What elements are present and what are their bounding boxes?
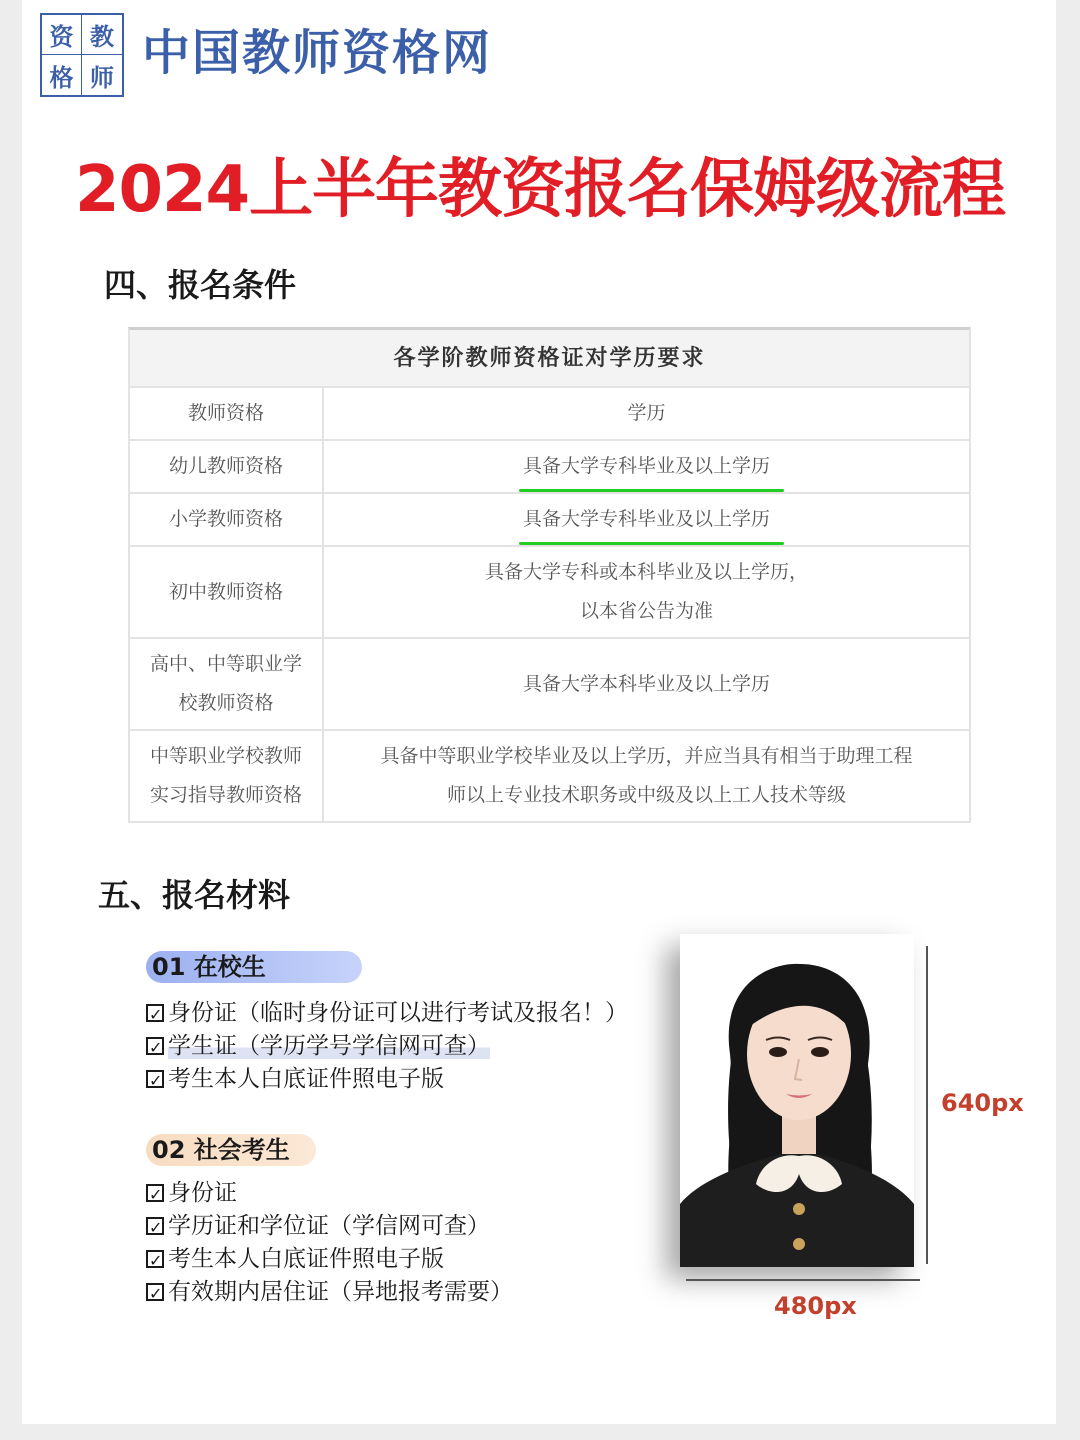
logo-char: 格 — [42, 55, 82, 95]
logo-char: 师 — [90, 62, 114, 92]
checkbox-icon — [146, 1217, 164, 1235]
table-row — [129, 440, 970, 493]
table-row — [129, 638, 970, 730]
table-header-row — [129, 387, 970, 440]
width-dimension-line — [686, 1279, 920, 1281]
checkbox-icon — [146, 1184, 164, 1202]
checkbox-icon — [146, 1070, 164, 1088]
section-heading-conditions: 四、报名条件 — [104, 266, 297, 304]
list-item — [146, 1243, 513, 1276]
checkbox-icon — [146, 1037, 164, 1055]
table-row — [129, 493, 970, 546]
list-item — [146, 1276, 513, 1309]
group-label-students: 01 在校生 — [146, 951, 362, 983]
column-header-qualification: 教师资格 — [129, 387, 323, 440]
height-dimension-line — [926, 946, 928, 1264]
highlighted-requirement: 具备大学专科毕业及以上学历 — [523, 500, 770, 539]
portrait-illustration — [680, 934, 914, 1267]
id-photo-sample — [680, 934, 914, 1267]
list-item-label: 考生本人白底证件照电子版 — [168, 1246, 444, 1272]
logo-char: 教 — [82, 15, 122, 55]
group-label-public: 02 社会考生 — [146, 1134, 316, 1166]
table-row — [129, 730, 970, 822]
list-item — [146, 997, 628, 1030]
education-cell: 具备大学本科毕业及以上学历 — [323, 638, 970, 730]
education-cell — [323, 730, 970, 822]
list-item-label: 身份证（临时身份证可以进行考试及报名！） — [168, 1000, 628, 1026]
section-heading-materials: 五、报名材料 — [98, 876, 291, 914]
education-cell — [323, 440, 970, 493]
qualification-line: 实习指导教师资格 — [149, 784, 302, 806]
page-title: 2024上半年教资报名保姆级流程 — [74, 153, 1006, 227]
education-line: 以本省公告为准 — [579, 600, 713, 622]
table-caption: 各学阶教师资格证对学历要求 — [128, 327, 971, 386]
list-item-label: 身份证 — [168, 1180, 237, 1206]
qualification-line: 中等职业学校教师 — [149, 745, 302, 767]
list-item — [146, 1210, 513, 1243]
site-logo — [40, 13, 124, 97]
list-item — [146, 1063, 628, 1096]
qualification-cell — [129, 638, 323, 730]
logo-char: 资 — [42, 15, 82, 55]
width-dimension-label: 480px — [774, 1292, 857, 1320]
table-row — [129, 546, 970, 638]
checkbox-icon — [146, 1250, 164, 1268]
public-materials-list — [146, 1177, 513, 1309]
education-cell — [323, 493, 970, 546]
checkbox-icon — [146, 1004, 164, 1022]
student-materials-list — [146, 997, 628, 1096]
qualification-cell — [129, 730, 323, 822]
qualification-line: 校教师资格 — [178, 692, 274, 714]
qualification-cell: 幼儿教师资格 — [129, 440, 323, 493]
list-item-label: 学生证（学历学号学信网可查） — [168, 1033, 490, 1059]
qualification-cell: 初中教师资格 — [129, 546, 323, 638]
education-line: 具备中等职业学校毕业及以上学历，并应当具有相当于助理工程 — [380, 745, 913, 767]
highlighted-requirement: 具备大学专科毕业及以上学历 — [523, 447, 770, 486]
qualification-cell: 小学教师资格 — [129, 493, 323, 546]
qualification-line: 高中、中等职业学 — [149, 653, 302, 675]
education-cell — [323, 546, 970, 638]
education-line: 师以上专业技术职务或中级及以上工人技术等级 — [446, 784, 846, 806]
list-item-label: 考生本人白底证件照电子版 — [168, 1066, 444, 1092]
education-requirements-table — [128, 327, 971, 823]
list-item-label: 学历证和学位证（学信网可查） — [168, 1213, 490, 1239]
list-item — [146, 1177, 513, 1210]
list-item-label: 有效期内居住证（异地报考需要） — [168, 1279, 513, 1305]
site-name: 中国教师资格网 — [142, 25, 493, 81]
list-item — [146, 1030, 628, 1063]
column-header-education: 学历 — [323, 387, 970, 440]
checkbox-icon — [146, 1283, 164, 1301]
height-dimension-label: 640px — [941, 1089, 1024, 1117]
education-line: 具备大学专科或本科毕业及以上学历， — [484, 561, 808, 583]
